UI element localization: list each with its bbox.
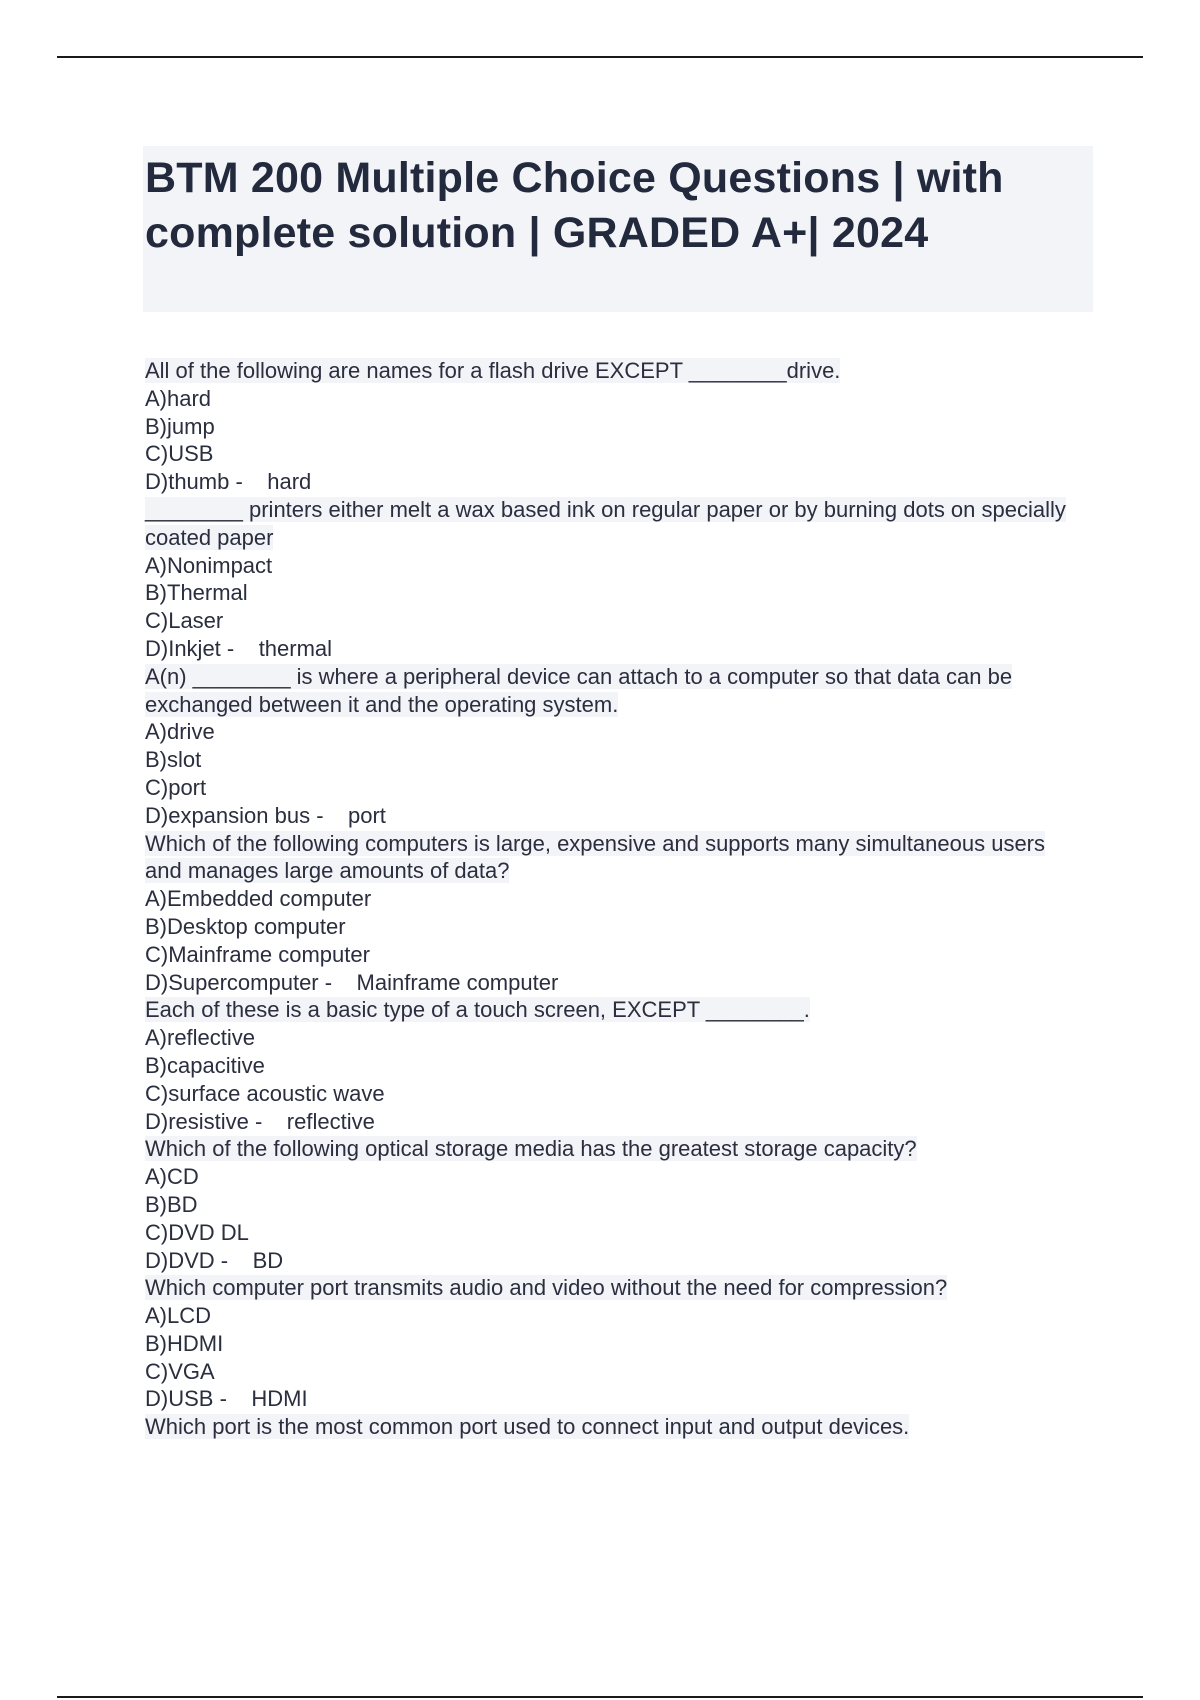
top-rule bbox=[57, 56, 1143, 58]
answer: port bbox=[348, 802, 386, 828]
question-prompt: Each of these is a basic type of a touch screen, EXCEPT ________. bbox=[145, 997, 810, 1023]
option-d-with-answer: D)resistive - reflective bbox=[145, 1108, 375, 1134]
option-d: D)resistive bbox=[145, 1108, 249, 1134]
title-block bbox=[143, 146, 1093, 312]
option-d-with-answer: D)expansion bus - port bbox=[145, 802, 386, 828]
option-b: B)jump bbox=[145, 413, 215, 439]
option-c: C)Mainframe computer bbox=[145, 941, 370, 967]
question-prompt: All of the following are names for a flash drive EXCEPT ________drive. bbox=[145, 358, 841, 383]
question-prompt: A(n) ________ is where a peripheral device can attach to a computer so that data can be exchanged between it and the operating system. bbox=[145, 663, 1013, 717]
option-a: A)Embedded computer bbox=[145, 886, 372, 912]
question-item bbox=[145, 1413, 1075, 1441]
question-item bbox=[145, 496, 1075, 663]
option-b: B)capacitive bbox=[145, 1052, 265, 1078]
option-c: C)DVD DL bbox=[145, 1219, 249, 1245]
option-d-with-answer: D)USB - HDMI bbox=[145, 1386, 308, 1412]
question-item bbox=[145, 357, 1075, 496]
option-d: D)expansion bus bbox=[145, 802, 311, 828]
option-d-with-answer: D)DVD - BD bbox=[145, 1247, 284, 1273]
option-c: C)VGA bbox=[145, 1358, 215, 1384]
option-d: D)Inkjet bbox=[145, 635, 221, 661]
option-a: A)drive bbox=[145, 719, 215, 745]
option-a: A)LCD bbox=[145, 1303, 212, 1329]
option-a: A)CD bbox=[145, 1164, 199, 1190]
answer: HDMI bbox=[251, 1386, 308, 1412]
question-prompt: Which of the following computers is large, expensive and supports many simultaneous users and manages large amounts of data? bbox=[145, 830, 1046, 884]
option-d: D)USB bbox=[145, 1386, 214, 1412]
option-d-with-answer: D)Inkjet - thermal bbox=[145, 635, 333, 661]
question-item bbox=[145, 1274, 1075, 1413]
option-c: C)surface acoustic wave bbox=[145, 1080, 385, 1106]
option-d-with-answer: D)Supercomputer - Mainframe computer bbox=[145, 969, 559, 995]
answer: hard bbox=[267, 469, 312, 495]
question-list bbox=[145, 357, 1075, 1441]
option-c: C)USB bbox=[145, 441, 214, 467]
question-item bbox=[145, 1135, 1075, 1274]
question-prompt: Which computer port transmits audio and video without the need for compression? bbox=[145, 1275, 948, 1301]
question-item bbox=[145, 996, 1075, 1135]
question-prompt: ________ printers either melt a wax based ink on regular paper or by burning dots on specially coated paper bbox=[145, 496, 1066, 550]
question-prompt: Which port is the most common port used to connect input and output devices. bbox=[145, 1414, 910, 1440]
option-b: B)BD bbox=[145, 1191, 198, 1217]
option-d: D)DVD bbox=[145, 1247, 215, 1273]
option-c: C)port bbox=[145, 774, 207, 800]
answer: thermal bbox=[258, 635, 333, 661]
question-item bbox=[145, 830, 1075, 997]
question-item bbox=[145, 663, 1075, 830]
answer: Mainframe computer bbox=[356, 969, 559, 995]
answer: reflective bbox=[286, 1108, 375, 1134]
option-c: C)Laser bbox=[145, 608, 224, 634]
option-d: D)thumb bbox=[145, 469, 230, 495]
question-prompt: Which of the following optical storage media has the greatest storage capacity? bbox=[145, 1136, 917, 1162]
option-d: D)Supercomputer bbox=[145, 969, 319, 995]
option-b: B)slot bbox=[145, 747, 202, 773]
answer: BD bbox=[252, 1247, 284, 1273]
option-a: A)reflective bbox=[145, 1025, 256, 1051]
document-title: BTM 200 Multiple Choice Questions | with complete solution | GRADED A+| 2024 bbox=[145, 154, 1004, 257]
option-a: A)hard bbox=[145, 385, 212, 411]
option-a: A)Nonimpact bbox=[145, 552, 273, 578]
bottom-rule bbox=[57, 1696, 1143, 1698]
option-b: B)Thermal bbox=[145, 580, 248, 606]
option-d-with-answer: D)thumb - hard bbox=[145, 469, 312, 495]
option-b: B)HDMI bbox=[145, 1330, 224, 1356]
option-b: B)Desktop computer bbox=[145, 913, 346, 939]
